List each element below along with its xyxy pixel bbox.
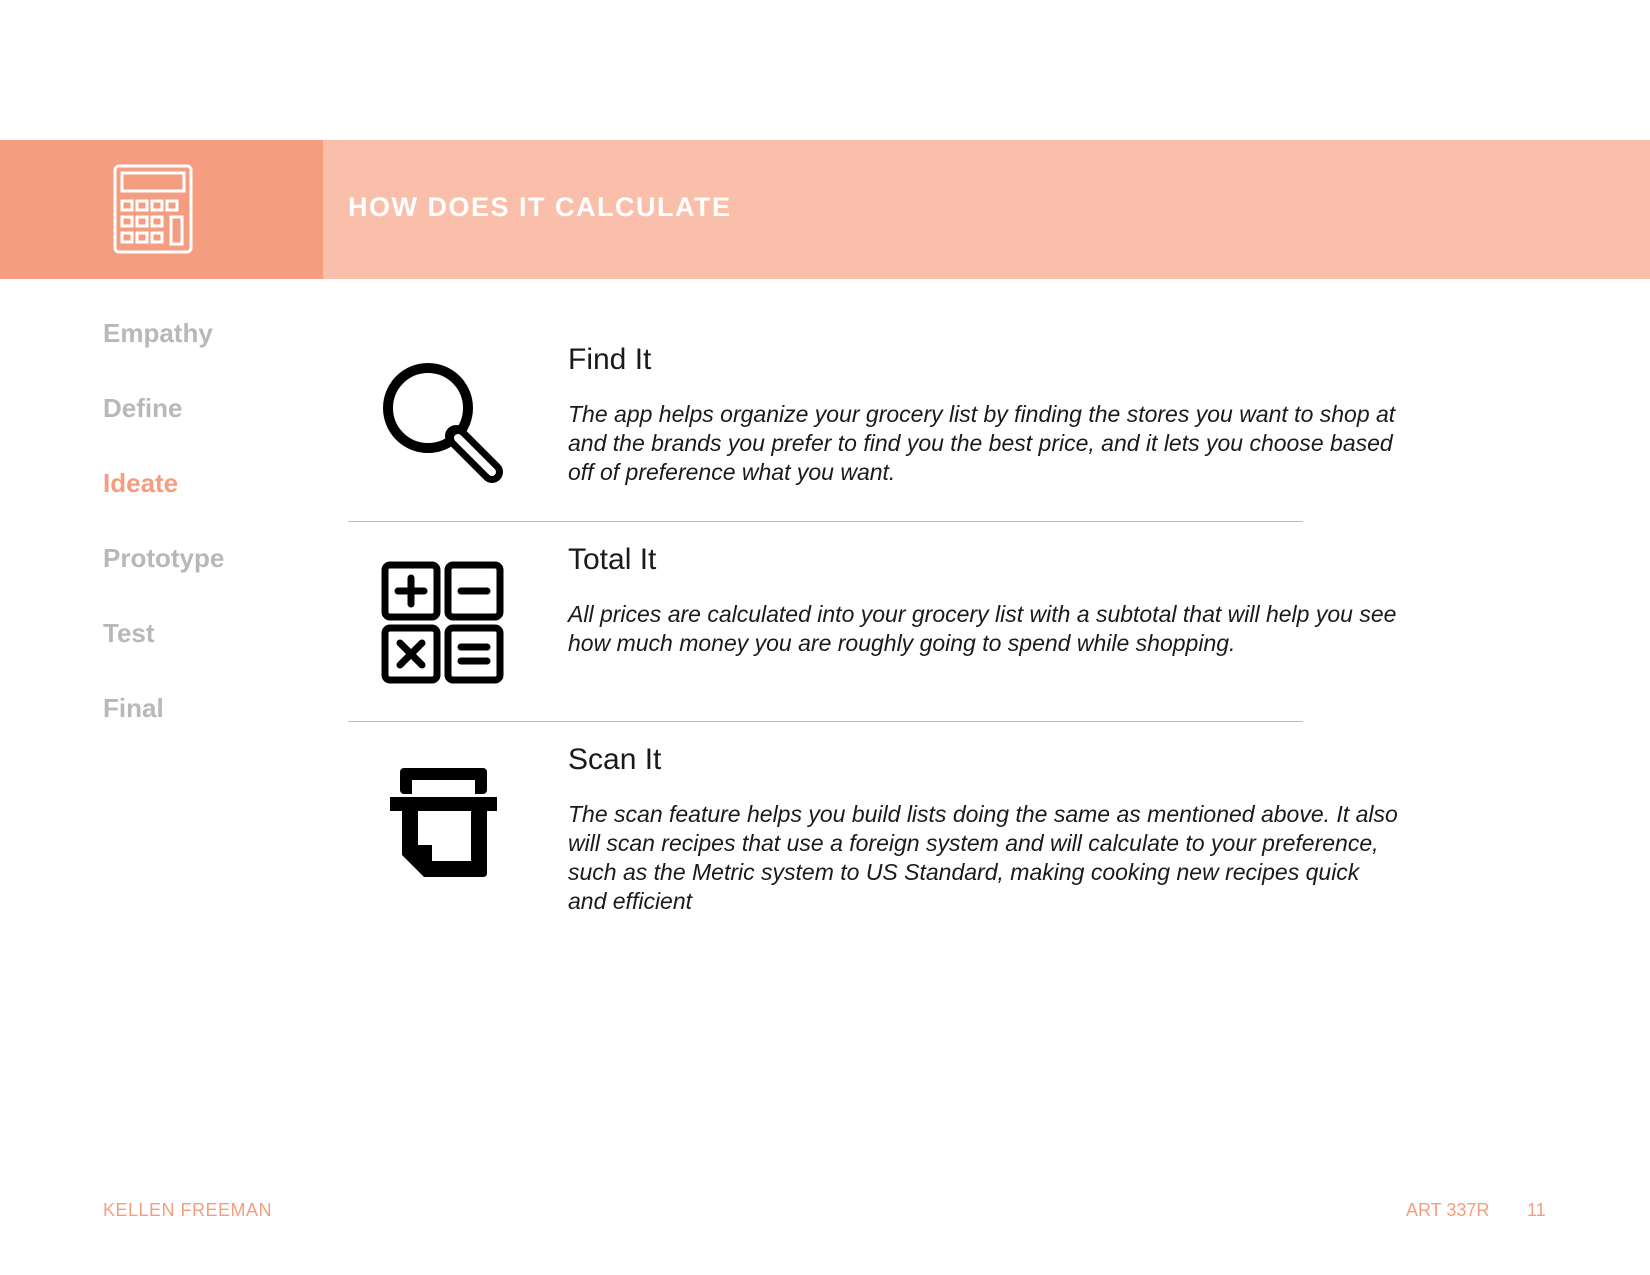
nav-item-empathy[interactable]: Empathy [103, 318, 213, 348]
header-banner [0, 140, 1650, 279]
page-number: 11 [1527, 1200, 1546, 1220]
nav-item-test[interactable]: Test [103, 618, 155, 648]
section-title-find-it: Find It [568, 343, 652, 376]
math-operations-icon [380, 560, 506, 691]
section-divider [348, 721, 1303, 722]
header-icon-block [0, 140, 323, 279]
section-title-total-it: Total It [568, 543, 657, 576]
magnifying-glass-icon [380, 360, 506, 491]
page-title: HOW DOES IT CALCULATE [348, 192, 732, 222]
nav-item-prototype[interactable]: Prototype [103, 543, 225, 573]
nav-item-ideate[interactable]: Ideate [103, 468, 179, 498]
calculator-icon [113, 164, 193, 254]
section-text-total-it: All prices are calculated into your grocery list with a subtotal that will help you see how much money you are roughly going to spend while shopping. [568, 601, 1397, 656]
section-text-scan-it: The scan feature helps you build lists doing the same as mentioned above. It also will scan recipes that use a foreign system and will calculate to your preference, such as the Metric system to US Standard, making cooking new recipes quick and efficient [568, 801, 1398, 914]
nav-item-final[interactable]: Final [103, 693, 164, 723]
nav-item-define[interactable]: Define [103, 393, 183, 423]
scanner-icon [380, 765, 506, 896]
footer-course: ART 337R [1406, 1200, 1490, 1220]
section-title-scan-it: Scan It [568, 743, 662, 776]
section-divider [348, 521, 1303, 522]
section-text-find-it: The app helps organize your grocery list by finding the stores you want to shop at and the brands you prefer to find you the best price, and it lets you choose based off of preference what you want. [568, 401, 1396, 485]
footer-author: KELLEN FREEMAN [103, 1200, 273, 1220]
